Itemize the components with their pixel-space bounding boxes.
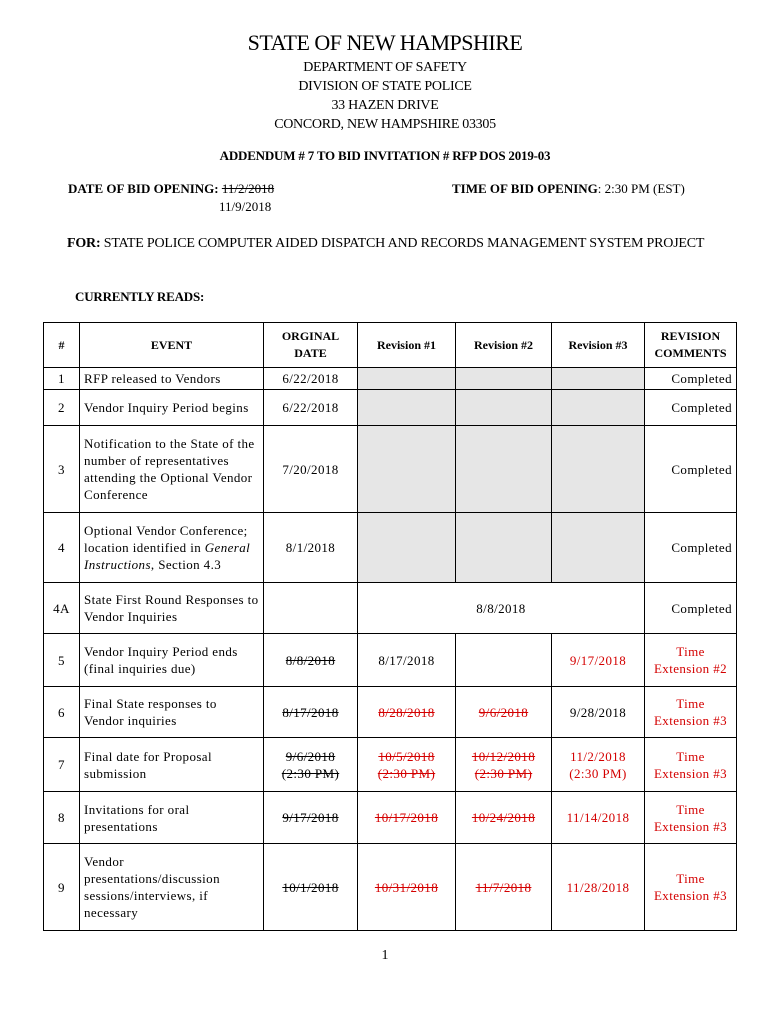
document-title: STATE OF NEW HAMPSHIRE [247, 30, 523, 55]
row-event: RFP released to Vendors [80, 368, 264, 390]
row-comment: Completed [645, 426, 737, 513]
row-comment: Time Extension #3 [645, 792, 737, 844]
bid-opening-date [68, 181, 274, 197]
row-rev3 [552, 390, 645, 426]
row-rev1 [358, 513, 456, 583]
table-row [44, 583, 737, 634]
bid-date-label: DATE OF BID OPENING: [68, 181, 219, 196]
row-rev3: 9/28/2018 [552, 687, 645, 738]
row-rev1 [358, 426, 456, 513]
row-rev1: 8/28/2018 [358, 687, 456, 738]
table-row [44, 513, 737, 583]
header-event: EVENT [80, 323, 264, 368]
header-num: # [44, 323, 80, 368]
row-num: 4A [44, 583, 80, 634]
row-rev3: 11/14/2018 [552, 792, 645, 844]
row-event: State First Round Responses to Vendor Inquiries [80, 583, 264, 634]
row-num: 2 [44, 390, 80, 426]
page-number: 1 [381, 948, 389, 963]
row-num: 7 [44, 738, 80, 792]
row-event: Vendor Inquiry Period begins [80, 390, 264, 426]
row-original-date: 6/22/2018 [264, 390, 358, 426]
street-line: 33 HAZEN DRIVE [331, 98, 439, 113]
for-project [67, 234, 727, 253]
row-rev1 [358, 390, 456, 426]
header-original: ORGINAL DATE [264, 323, 358, 368]
row-comment: Time Extension #3 [645, 687, 737, 738]
table-row [44, 844, 737, 931]
table-row [44, 368, 737, 390]
bid-old-date: 11/2/2018 [221, 181, 275, 196]
row-num: 5 [44, 634, 80, 687]
row-comment: Completed [645, 368, 737, 390]
department-line: DEPARTMENT OF SAFETY [303, 60, 467, 75]
row-rev1: 10/17/2018 [358, 792, 456, 844]
row-comment: Time Extension #3 [645, 844, 737, 931]
for-label: FOR: [67, 236, 101, 251]
header-rev2: Revision #2 [456, 323, 552, 368]
header-comments: REVISION COMMENTS [645, 323, 737, 368]
division-line: DIVISION OF STATE POLICE [298, 79, 472, 94]
row-event: Vendor Inquiry Period ends (final inquiries due) [80, 634, 264, 687]
row-rev1: 10/5/2018 (2:30 PM) [358, 738, 456, 792]
row-original-date [264, 583, 358, 634]
row-original-date: 9/17/2018 [264, 792, 358, 844]
row-event: Final State responses to Vendor inquiries [80, 687, 264, 738]
row-rev3: 9/17/2018 [552, 634, 645, 687]
row-rev2: 10/12/2018 (2:30 PM) [456, 738, 552, 792]
table-row [44, 738, 737, 792]
row-rev3: 11/2/2018 (2:30 PM) [552, 738, 645, 792]
row-event: Vendor presentations/discussion sessions/interviews, if necessary [80, 844, 264, 931]
bid-time-label: TIME OF BID OPENING [452, 181, 598, 196]
row-rev1: 10/31/2018 [358, 844, 456, 931]
header-rev3: Revision #3 [552, 323, 645, 368]
row-rev2: 10/24/2018 [456, 792, 552, 844]
row-rev3 [552, 426, 645, 513]
row-num: 9 [44, 844, 80, 931]
row-original-date: 9/6/2018 (2:30 PM) [264, 738, 358, 792]
table-row [44, 426, 737, 513]
row-comment: Completed [645, 513, 737, 583]
row-event: Notification to the State of the number of representatives attending the Optional Vendor Conference [80, 426, 264, 513]
row-event: Invitations for oral presentations [80, 792, 264, 844]
row-comment: Completed [645, 583, 737, 634]
schedule-table [43, 322, 737, 931]
bid-time-value: : 2:30 PM (EST) [597, 181, 685, 196]
row-rev1: 8/8/2018 [358, 583, 645, 634]
row-comment: Time Extension #3 [645, 738, 737, 792]
table-header-row [44, 323, 737, 368]
row-original-date: 7/20/2018 [264, 426, 358, 513]
row-event: Final date for Proposal submission [80, 738, 264, 792]
row-original-date: 8/8/2018 [264, 634, 358, 687]
table-row [44, 634, 737, 687]
general-instructions-italic: General Instructions [84, 540, 251, 572]
row-rev2 [456, 634, 552, 687]
row-original-date: 6/22/2018 [264, 368, 358, 390]
row-original-date: 10/1/2018 [264, 844, 358, 931]
row-rev1: 8/17/2018 [358, 634, 456, 687]
row-rev2: 11/7/2018 [456, 844, 552, 931]
row-event: Optional Vendor Conference; location identified in General Instructions, Section 4.3 [80, 513, 264, 583]
row-rev2: 9/6/2018 [456, 687, 552, 738]
row-rev2 [456, 426, 552, 513]
for-text: STATE POLICE COMPUTER AIDED DISPATCH AND RECORDS MANAGEMENT SYSTEM PROJECT [103, 236, 705, 251]
addendum-title: ADDENDUM # 7 TO BID INVITATION # RFP DOS 2019-03 [219, 148, 551, 163]
row-num: 8 [44, 792, 80, 844]
currently-reads-heading: CURRENTLY READS: [75, 289, 205, 304]
table-row [44, 390, 737, 426]
city-line: CONCORD, NEW HAMPSHIRE 03305 [274, 117, 496, 132]
row-num: 3 [44, 426, 80, 513]
row-num: 1 [44, 368, 80, 390]
row-rev3 [552, 513, 645, 583]
row-num: 6 [44, 687, 80, 738]
row-num: 4 [44, 513, 80, 583]
row-rev3 [552, 368, 645, 390]
row-rev2 [456, 368, 552, 390]
row-rev1 [358, 368, 456, 390]
row-comment: Time Extension #2 [645, 634, 737, 687]
row-original-date: 8/17/2018 [264, 687, 358, 738]
row-comment: Completed [645, 390, 737, 426]
bid-new-date: 11/9/2018 [219, 199, 272, 214]
row-original-date: 8/1/2018 [264, 513, 358, 583]
header-rev1: Revision #1 [358, 323, 456, 368]
row-rev3: 11/28/2018 [552, 844, 645, 931]
row-rev2 [456, 390, 552, 426]
table-row [44, 792, 737, 844]
table-row [44, 687, 737, 738]
row-rev2 [456, 513, 552, 583]
bid-opening-time [452, 181, 685, 197]
